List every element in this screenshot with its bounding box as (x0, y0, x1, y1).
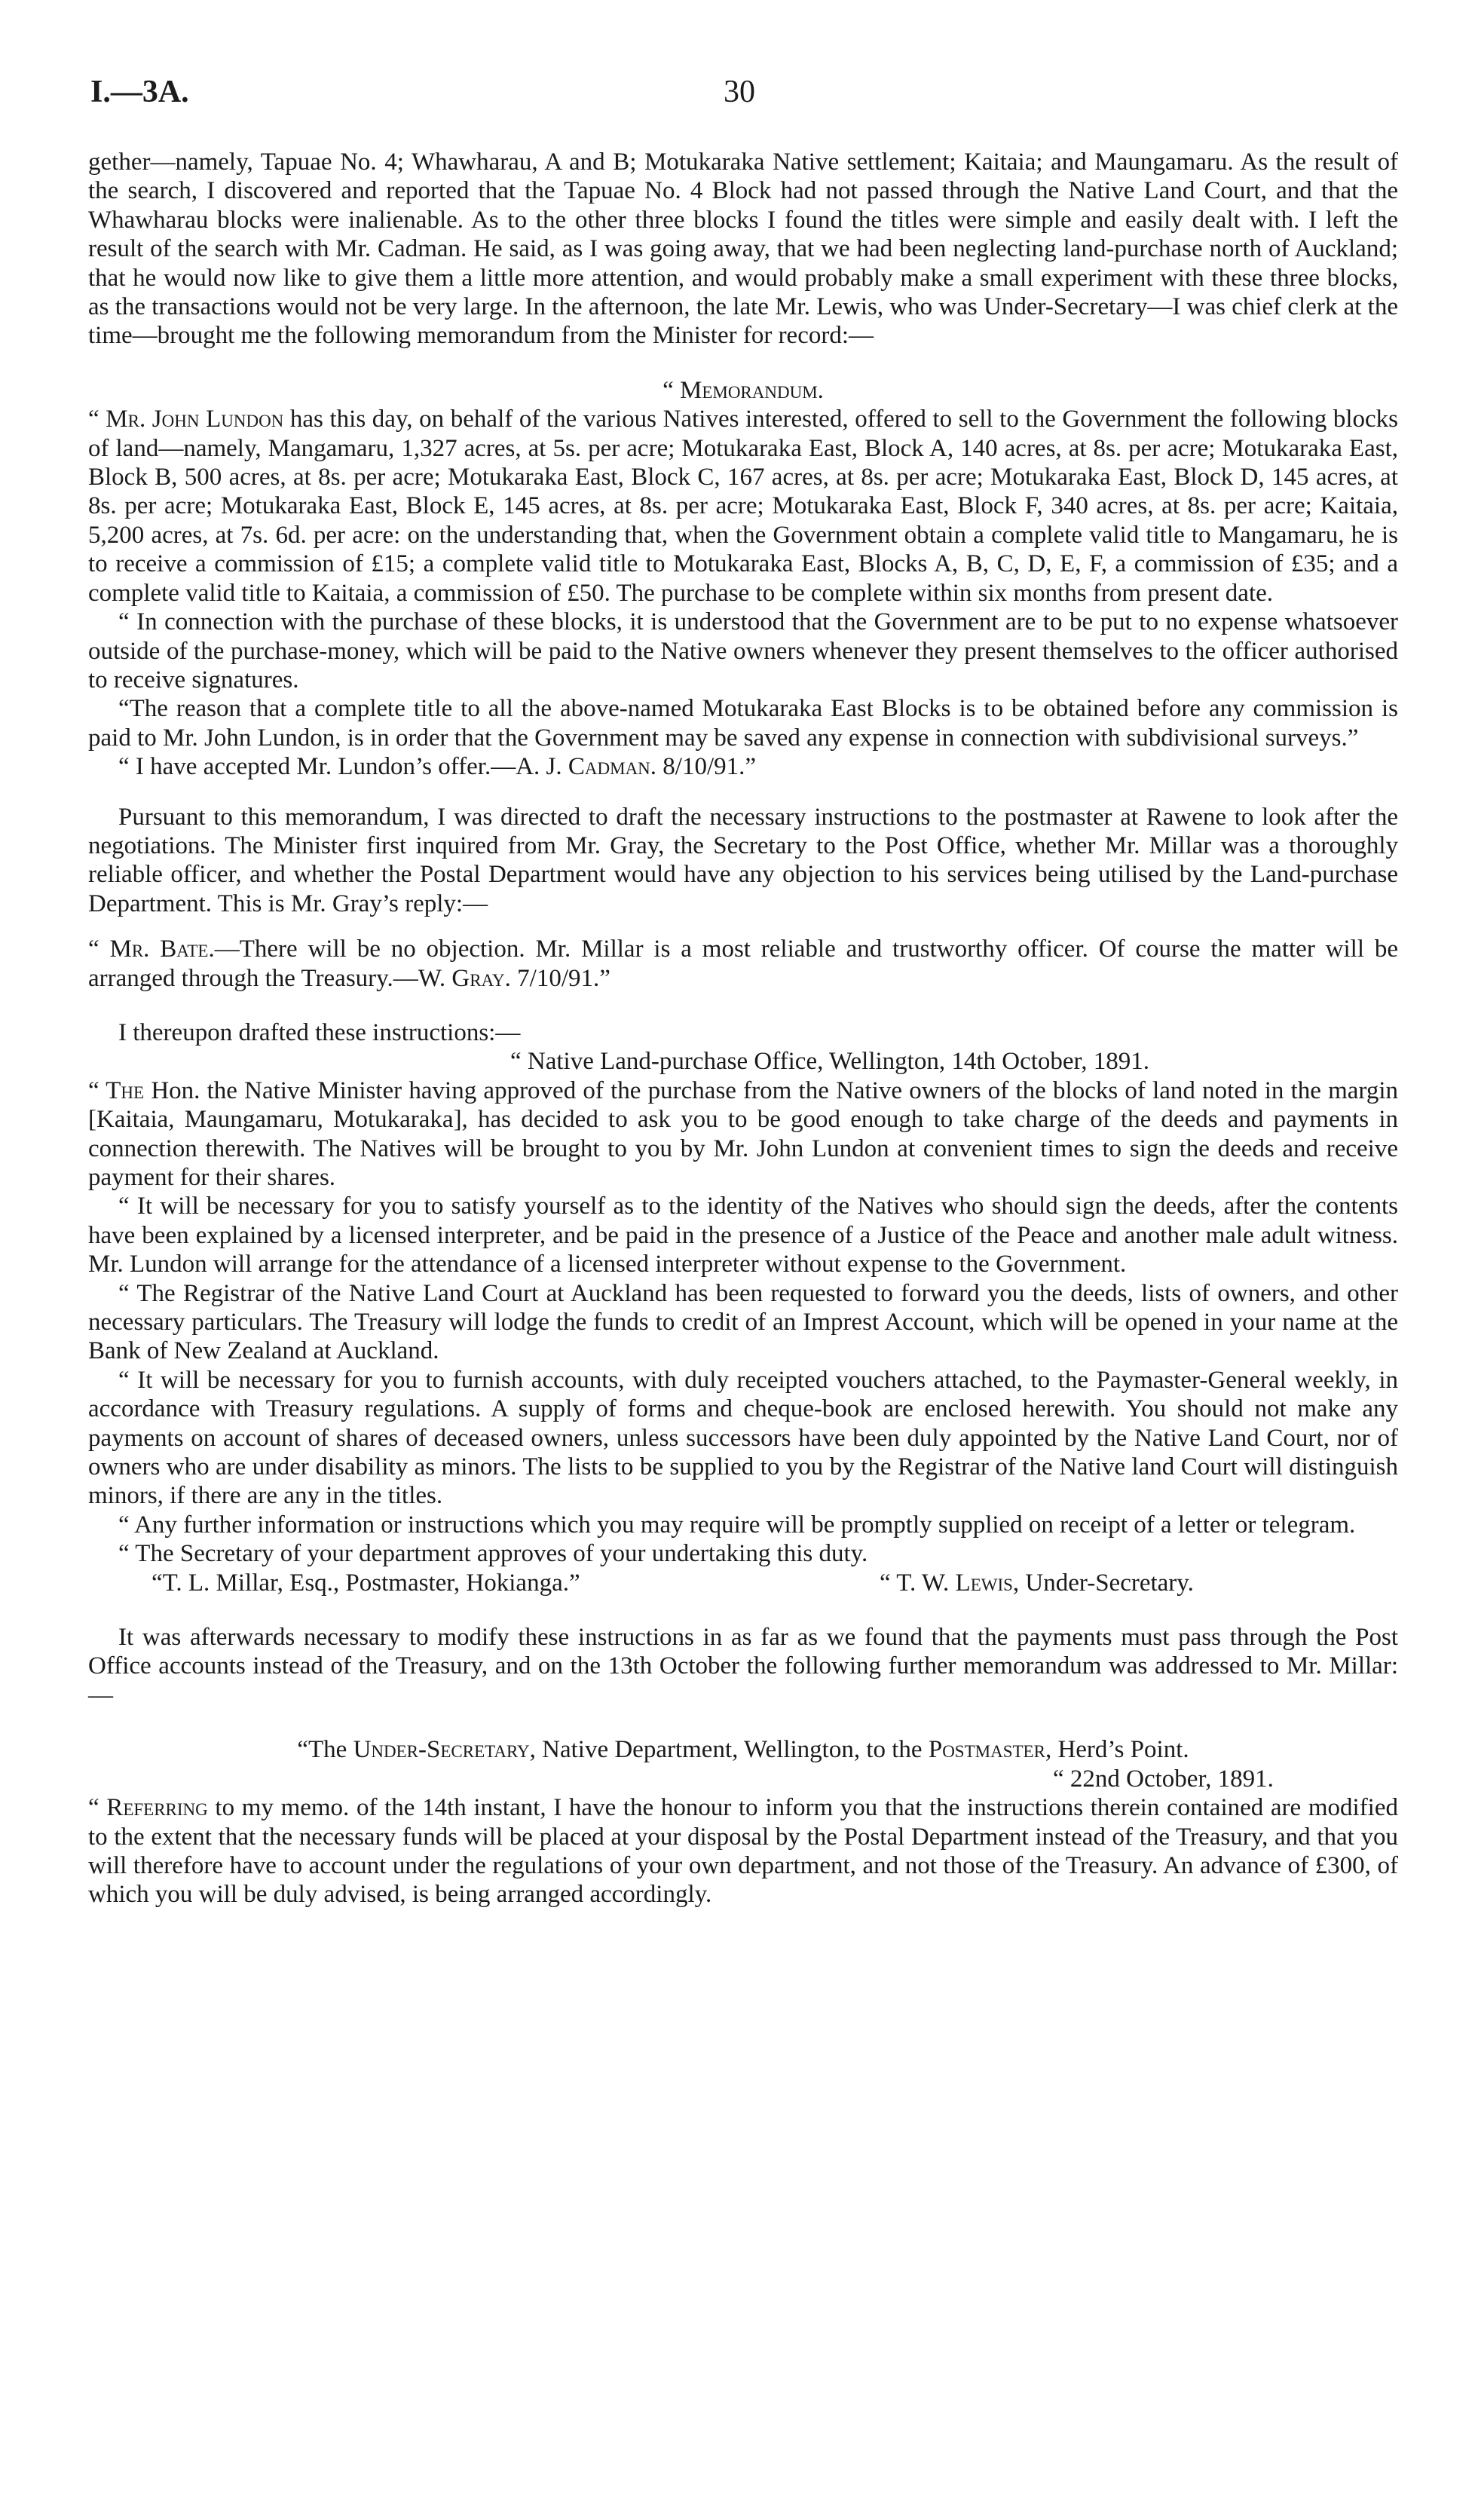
memo2-address-line (88, 1735, 1398, 1764)
gray-reply-text: —There will be no objection. Mr. Millar is a most reliable and trustworthy officer. Of course the matter will be arranged through the Treasury.—W. (88, 935, 1399, 992)
paragraph-drafted-instructions: I thereupon drafted these instructions:— (118, 1018, 521, 1046)
instructions-paragraph-identity: “ It will be necessary for you to satisfy yourself as to the identity of the Natives who should sign the deeds, after the contents have been explained by a licensed interpreter, and be paid in the presence of a Justice of the Peace and another male adult witness. Mr. Lundon will arrange for the attendance of a licensed interpreter without expense to the Government. (88, 1193, 1398, 1278)
memorandum-paragraph-offer (88, 405, 1398, 608)
acceptance-text: “ I have accepted Mr. Lundon’s offer.—A. J. (118, 753, 568, 781)
instructions-paragraph-approval (88, 1076, 1398, 1193)
memorandum-heading: “ Memorandum. (662, 376, 824, 404)
memorandum-opening: “ Mr. John Lundon (88, 406, 284, 433)
acceptance-signatory: Cadman. (568, 753, 657, 781)
instructions-opening: “ The (88, 1076, 145, 1104)
memo2-address-middle: Native Department, Wellington, to the (535, 1736, 929, 1764)
memo2-address-prefix: “The (297, 1736, 353, 1764)
instructions-paragraph-accounts: “ It will be necessary for you to furnish accounts, with duly receipted vouchers attached, to the Paymaster-General weekly, in accordance with Treasury regulations. A supply of forms and cheque-book are enclosed herewith. You should not make any payments on account of shares of deceased owners, unless successors have been duly appointed by the Native Land Court, nor of owners who are under disability as minors. The lists to be supplied to you by the Registrar of the Native land Court will distinguish minors, if there are any in the titles. (88, 1366, 1398, 1510)
document-body (88, 148, 1398, 1909)
memorandum-paragraph-reason: “The reason that a complete title to all the above-named Motukaraka East Blocks is to be obtained before any commission is paid to Mr. John Lundon, is in order that the Government may be saved any expense in connection with subdivisional surveys.” (88, 695, 1398, 752)
instructions-signature-row (88, 1569, 1398, 1597)
page-number: 30 (724, 75, 755, 109)
instructions-dateline: “ Native Land-purchase Office, Wellington, 14th October, 1891. (510, 1048, 1149, 1076)
page-header (90, 74, 1388, 119)
memorandum-paragraph-expense: “ In connection with the purchase of these blocks, it is understood that the Government are to be put to no expense whatsoever outside of the purchase-money, which will be paid to the Native owners whenever they present themselves to the officer authorised to receive signatures. (88, 608, 1398, 694)
memo2-to: Postmaster, (928, 1736, 1052, 1764)
instructions-addressee: “T. L. Millar, Esq., Postmaster, Hokianga.” (151, 1569, 580, 1597)
instructions-signature (880, 1569, 1194, 1597)
paragraph-continuation: gether—namely, Tapuae No. 4; Whawharau, A and B; Motukaraka Native settlement; Kaitaia; and Maungamaru. As the result of the search, I discovered and reported that the Tapuae No. 4 Block had not passed through the Native Land Court, and that the Whawharau blocks were inalienable. As to the other three blocks I found the titles were simple and easily dealt with. I left the result of the search with Mr. Cadman. He said, as I was going away, that we had been neglecting land-purchase north of Auckland; that he would now like to give them a little more attention, and would probably make a small experiment with these three blocks, as the transactions would not be very large. In the afternoon, the late Mr. Lewis, who was Under-Secretary—I was chief clerk at the time—brought me the following memorandum from the Minister for record:— (88, 149, 1398, 350)
instructions-paragraph-registrar: “ The Registrar of the Native Land Court at Auckland has been requested to forward you the deeds, lists of owners, and other necessary particulars. The Treasury will lodge the funds to credit of an Imprest Account, which will be opened in your name at the Bank of New Zealand at Auckland. (88, 1279, 1398, 1365)
memo2-address-suffix: Herd’s Point. (1051, 1736, 1189, 1764)
memorandum-offer-text: has this day, on behalf of the various Natives interested, offered to sell to the Government the following blocks of land—namely, Mangamaru, 1,327 acres, at 5s. per acre; Motukaraka East, Block A, 140 acres, at 8s. per acre; Motukaraka East, Block B, 500 acres, at 8s. per acre; Motukaraka East, Block C, 167 acres, at 8s. per acre; Motukaraka East, Block D, 145 acres, at 8s. per acre; Motukaraka East, Block E, 145 acres, at 8s. per acre; Motukaraka East, Block F, 340 acres, at 8s. per acre; Kaitaia, 5,200 acres, at 7s. 6d. per acre: on the understanding that, when the Government obtain a complete valid title to Mangamaru, he is to receive a commission of £15; a complete valid title to Motukaraka East, Blocks A, B, C, D, E, F, a commission of £35; and a complete valid title to Kaitaia, a commission of £50. The purchase to be complete within six months from present date. (88, 406, 1398, 607)
paragraph-pursuant: Pursuant to this memorandum, I was directed to draft the necessary instructions to the postmaster at Rawene to look after the negotiations. The Minister first inquired from Mr. Gray, the Secretary to the Post Office, whether Mr. Millar was a thoroughly reliable officer, and whether the Postal Department would have any objection to his services being utilised by the Land-purchase Department. This is Mr. Gray’s reply:— (88, 803, 1398, 917)
paragraph-modification: It was afterwards necessary to modify these instructions in as far as we found that the payments must pass through the Post Office accounts instead of the Treasury, and on the 13th October the following further memorandum was addressed to Mr. Millar:— (88, 1624, 1398, 1709)
gray-reply (88, 935, 1398, 993)
memo2-opening: “ Referring (88, 1794, 208, 1822)
instructions-paragraph-approval-secretary: “ The Secretary of your department approves of your undertaking this duty. (118, 1540, 868, 1568)
instructions-approval-text: Hon. the Native Minister having approved of the purchase from the Native owners of the blocks of land noted in the margin [Kaitaia, Maungamaru, Motukaraka], has decided to ask you to be good enough to take charge of the deeds and payments in connection therewith. The Natives will be brought to you by Mr. John Lundon at convenient times to sign the deeds and receive payment for their shares. (88, 1076, 1398, 1191)
gray-reply-date: 7/10/91.” (510, 964, 610, 992)
memo2-date: “ 22nd October, 1891. (1053, 1765, 1274, 1793)
instructions-paragraph-further-info: “ Any further information or instructions which you may require will be promptly supplied on receipt of a letter or telegram. (118, 1511, 1356, 1539)
gray-reply-signatory: Gray. (451, 964, 511, 992)
memo2-body-text: to my memo. of the 14th instant, I have the honour to inform you that the instructions therein contained are modified to the extent that the necessary funds will be placed at your disposal by the Postal Department instead of the Treasury, and that you will therefore have to account under the regulations of your own department, and not those of the Treasury. An advance of £300, of which you will be duly advised, is being arranged accordingly. (88, 1794, 1398, 1909)
memo2-from: Under-Secretary, (353, 1736, 536, 1764)
signature-title: Under-Secretary. (1019, 1569, 1194, 1597)
parliamentary-paper-reference: I.—3A. (90, 75, 189, 109)
signature-name: Lewis, (955, 1569, 1020, 1597)
signature-prefix: “ T. W. (880, 1569, 956, 1597)
memo2-body (88, 1793, 1398, 1909)
gray-reply-opening: “ Mr. Bate. (88, 935, 215, 963)
memorandum-acceptance (88, 752, 1398, 781)
acceptance-date: 8/10/91.” (656, 753, 757, 781)
